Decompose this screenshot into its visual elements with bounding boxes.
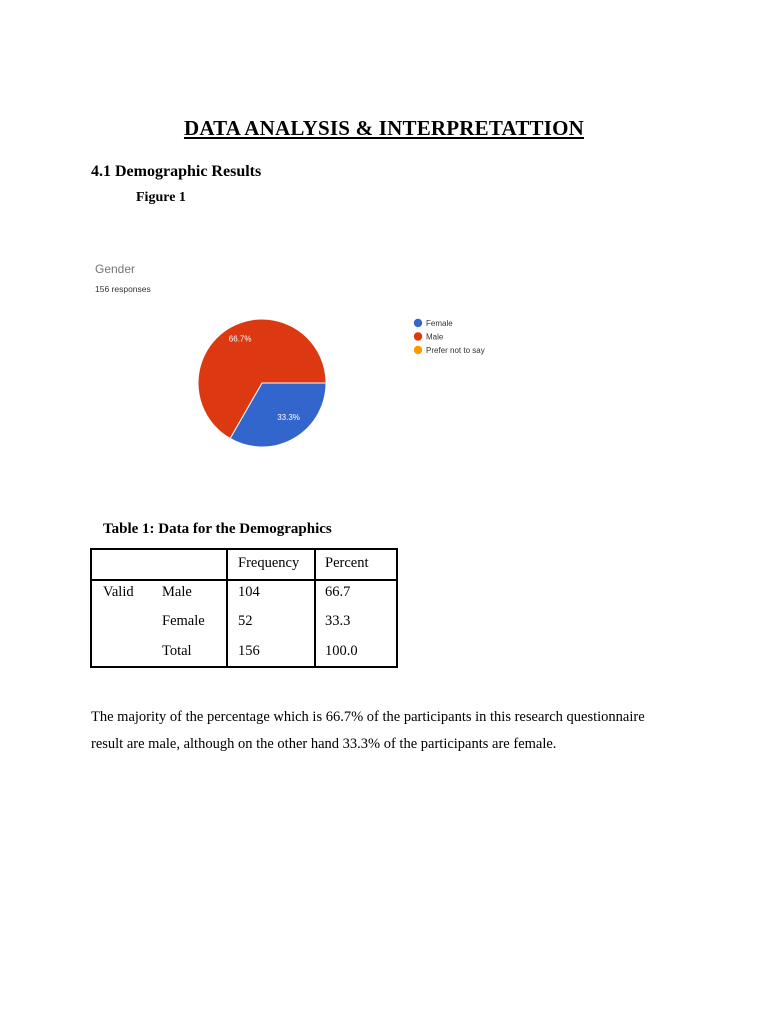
row-label-total: Total [162, 643, 192, 659]
chart-legend [414, 319, 485, 355]
cell-male-frequency: 104 [238, 584, 260, 600]
document-title: DATA ANALYSIS & INTERPRETATTION [183, 116, 585, 140]
legend-swatch [414, 332, 422, 340]
legend-swatch [414, 319, 422, 327]
pie-label-male: 66.7% [228, 334, 252, 344]
table-divider [92, 579, 396, 581]
cell-female-percent: 33.3 [325, 613, 351, 629]
cell-total-percent: 100.0 [325, 643, 358, 659]
legend-label-male: Male [426, 332, 444, 342]
cell-female-frequency: 52 [238, 613, 253, 629]
pie-label-female: 33.3% [277, 413, 300, 423]
demographics-table [90, 548, 398, 668]
pie-chart [80, 255, 540, 465]
section-heading: 4.1 Demographic Results [91, 163, 262, 180]
row-label-female: Female [162, 613, 205, 629]
paragraph-line: result are male, although on the other hand 33.3% of the participants are female. [91, 736, 557, 752]
table-divider [314, 550, 316, 666]
chart-subtitle: 156 responses [95, 284, 151, 294]
header-frequency: Frequency [238, 555, 300, 571]
group-label-valid: Valid [103, 584, 134, 600]
header-percent: Percent [325, 555, 369, 571]
legend-label-female: Female [426, 319, 453, 328]
table-divider [226, 550, 228, 666]
cell-total-frequency: 156 [238, 643, 260, 659]
legend-swatch [414, 346, 422, 354]
row-label-male: Male [162, 584, 192, 600]
pie-slices [198, 319, 326, 447]
legend-label-prefer-not-to-say: Prefer not to say [426, 346, 485, 355]
body-paragraph [91, 704, 701, 758]
cell-male-percent: 66.7 [325, 584, 351, 600]
chart-title: Gender [95, 262, 136, 276]
table-caption: Table 1: Data for the Demographics [103, 521, 332, 537]
figure-caption: Figure 1 [136, 190, 186, 205]
paragraph-line: The majority of the percentage which is 66.7% of the participants in this research questionnaire [91, 709, 645, 725]
